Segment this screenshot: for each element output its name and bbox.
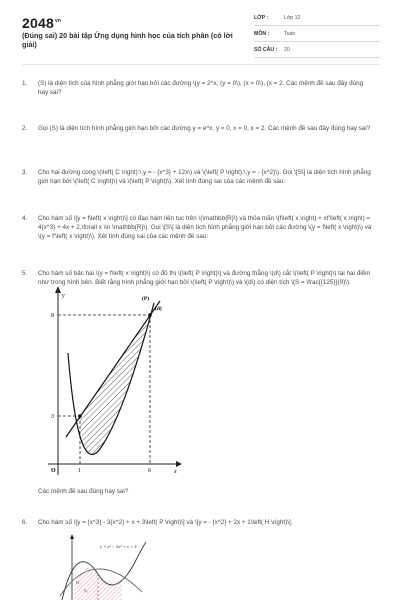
cubic-quadratic-figure — [54, 534, 150, 600]
meta-subject-key: MÔN : — [254, 31, 270, 37]
question-number: 5. — [22, 270, 28, 277]
label-P: (P) — [142, 296, 150, 302]
meta-grade-value: Lớp 12 — [284, 15, 301, 21]
question-text: Các mệnh đề sau đúng hay sai? — [38, 488, 129, 495]
shaded-region — [80, 315, 150, 455]
question-text: Cho hàm số \[y = {x^3} - 3{x^2} + x + 3\left( P \right)\] và \[y = - {x^2} + 2x + 1\left( H \right)\]. — [38, 519, 293, 526]
meta-count-value: 20 — [284, 47, 290, 53]
tick-y-3: 3 — [51, 414, 54, 420]
meta-count-key: SỐ CÂU : — [254, 47, 278, 53]
shaded-region-S2 — [98, 574, 122, 600]
question-number: 2. — [22, 125, 28, 132]
x-axis-arrow-icon — [176, 461, 182, 467]
y-axis-arrow-icon — [70, 534, 74, 539]
y-axis-arrow-icon — [55, 286, 61, 293]
question-number: 6. — [22, 519, 28, 526]
origin-label: O — [51, 468, 56, 474]
tick-x-6: 6 — [148, 468, 151, 474]
intersection-point-2 — [148, 313, 152, 317]
meta-subject-value: Toán — [284, 31, 296, 37]
header-divider — [22, 64, 380, 65]
site-logo[interactable] — [22, 15, 61, 31]
meta-subject — [254, 28, 380, 42]
question-text: Cho hàm số \[y = f\left( x \right)\] có đạo hàm liên tục trên \(\mathbb{R}\) và thỏa mãn \(f\left( x \right) + xf'\left( x \right) = 4{x^3} + 4x + 2,\forall x \in \mathbb{R}\). Gọi \[S\] là diện tích hình phẳng giới hạn bởi các đường \(y = f\left( x \right)\) và \(y = f'\left( x \right)\). Xét tính đúng sai của các mệnh đề sau: — [38, 215, 372, 240]
question-text: Gọi (S) là diện tích hình phẳng giới hạn bởi các đường y = e^x, y = 0, x = 0, x = 2. Các mệnh đề sau đây đúng hay sai? — [38, 125, 371, 132]
question-text: (S) là diện tích của hình phẳng giới hạn bởi các đường \(y = 2^x, (y = 0\), (x = 0\), (x = 2. Các mệnh đề sau đây đúng hay sai? — [38, 80, 364, 96]
meta-count — [254, 44, 380, 58]
question-text: Cho hàm số bậc hai \(y = f\left( x \right)\) có đồ thị \(\left( P \right)\) và đường thẳng \(d\) cắt \(\left( P \right)\) tại hai điểm như trong hình bên. Biết rằng hình phẳng giới hạn bởi \(\left( P \right)\) và \(d\) có diện tích \(S = \frac{{125}}{9}\). — [38, 270, 371, 286]
intersection-point-1 — [78, 414, 82, 418]
question-number: 4. — [22, 215, 28, 222]
document-header — [0, 0, 400, 60]
label-H: H — [76, 580, 80, 585]
label-d: (d) — [155, 306, 162, 312]
document-title: (Đúng sai) 20 bài tập Ứng dụng hình học của tích phân (có lời giải) — [22, 31, 233, 49]
parabola-line-figure — [42, 283, 182, 475]
logo-text: 2048 — [22, 15, 54, 31]
y-axis-label: y — [62, 293, 65, 299]
label-S1: S₁ — [84, 588, 89, 593]
question-text: Cho hai đường cong \(\left( C \right):\,y = - {x^3} + 12x\) và \(\left( P \right):\,y = - {x^2}\). Gọi \[S\] là diện tích hình phẳng giới hạn bởi \(\left( C \right)\) và \(\left( P \right)\). Xét tính đúng sai của các mệnh đề sau: — [38, 169, 371, 185]
meta-grade-key: LỚP : — [254, 15, 269, 21]
x-axis-label: x — [174, 469, 177, 475]
question-number: 3. — [22, 169, 28, 176]
tick-y-8: 8 — [51, 313, 54, 319]
question-number: 1. — [22, 80, 28, 87]
meta-grade — [254, 12, 380, 26]
tick-x-1: 1 — [78, 468, 81, 474]
equation-label: y = x³ − 3x² + x + 3 — [100, 544, 137, 549]
logo-suffix: vn — [54, 18, 62, 24]
